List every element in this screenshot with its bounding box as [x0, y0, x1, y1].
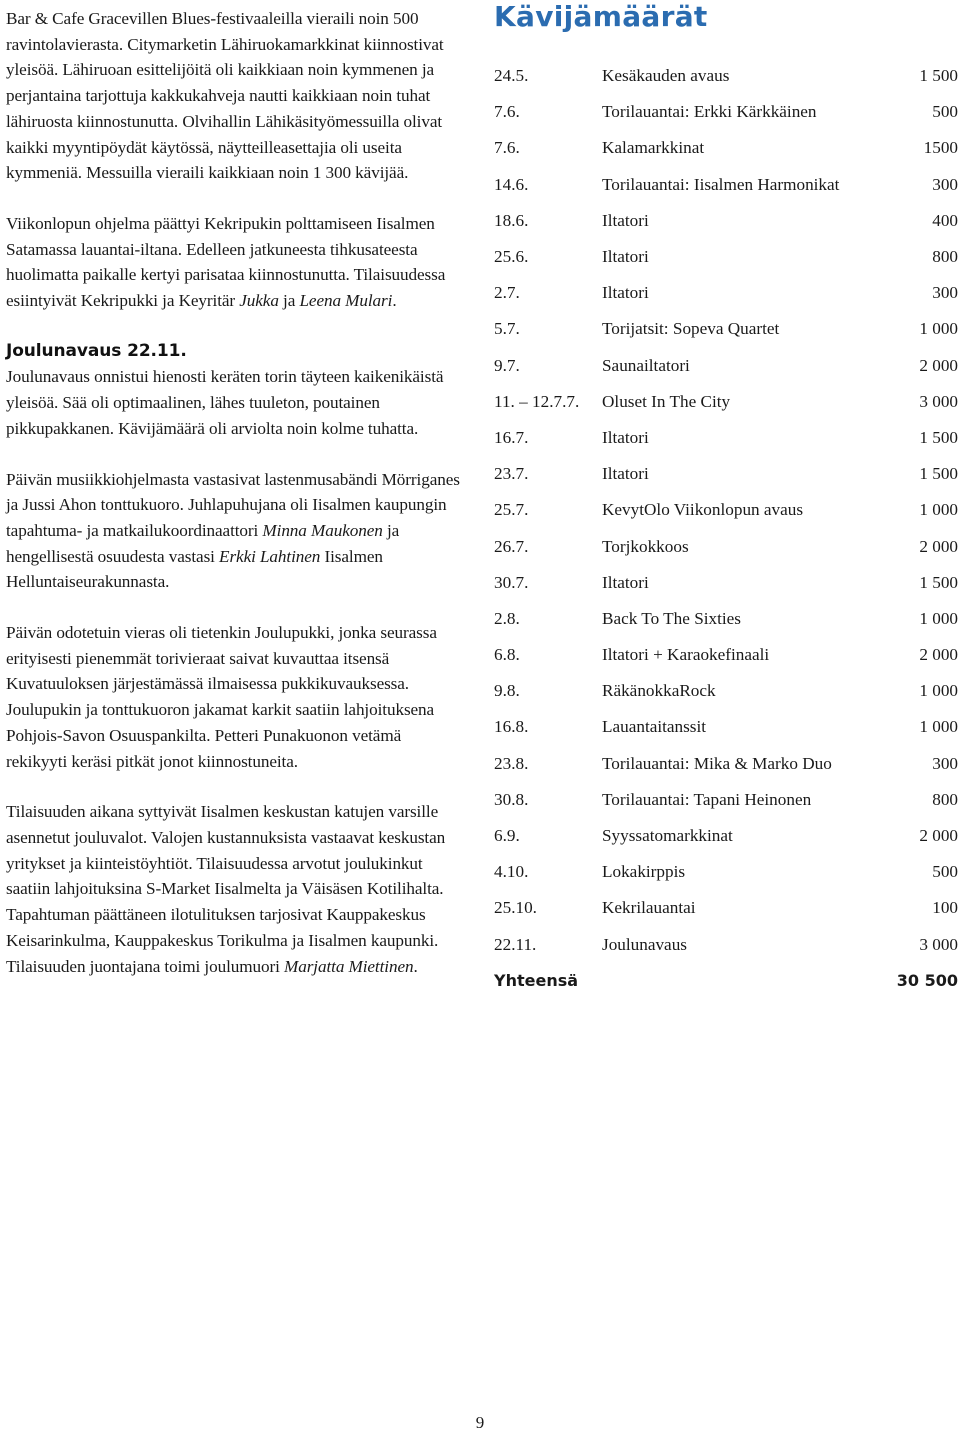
row-event: Kekrilauantai [602, 898, 696, 918]
row-count: 1 500 [919, 464, 958, 484]
row-event: Joulunavaus [602, 934, 687, 954]
total-value: 30 500 [896, 971, 958, 991]
row-date: 30.7. [494, 572, 529, 592]
visitor-table [494, 58, 958, 999]
row-date: 23.7. [494, 464, 529, 484]
row-event: Iltatori [602, 464, 649, 484]
table-row [494, 565, 958, 601]
row-date: 2.8. [494, 608, 520, 628]
article-column [6, 6, 464, 1004]
row-date: 24.5. [494, 66, 529, 86]
table-row [494, 709, 958, 745]
row-date: 23.8. [494, 753, 529, 773]
row-event: Syyssatomarkkinat [602, 826, 733, 846]
row-count: 800 [932, 247, 958, 267]
paragraph-program [6, 467, 464, 596]
table-row [494, 890, 958, 926]
table-row [494, 492, 958, 528]
row-event: RäkänokkaRock [602, 681, 716, 701]
paragraph-joulunavaus: Joulunavaus onnistui hienosti keräten torin täyteen kaikenikäistä yleisöä. Sää oli optimaalinen, lähes tuuleton, poutainen pikkupakkanen. Kävijämäärä oli arviolta noin kolme tuhatta. [6, 367, 444, 438]
row-date: 26.7. [494, 536, 529, 556]
row-date: 6.9. [494, 826, 520, 846]
punctuation: . [413, 956, 418, 976]
table-row [494, 239, 958, 275]
paragraph-lights [6, 799, 464, 979]
row-event: KevytOlo Viikonlopun avaus [602, 500, 804, 520]
paragraph-text: Tilaisuuden aikana syttyivät Iisalmen keskustan katujen varsille asennetut jouluvalot. Valojen kustannuksista vastaavat keskustan yritykset ja kiinteistöyhtiöt. Tilaisuudessa arvotut joulukinkut saatiin lahjoituksina S-Market Iisalmelta ja Väisäsen Kotilihalta. Tapahtuman päättäneen ilotulituksen tarjosivat Kauppakeskus Keisarinkulma, Kauppakeskus Torikulma ja Iisalmen kaupunki. Tilaisuuden juontajana toimi joulumuori [6, 802, 446, 976]
table-row [494, 348, 958, 384]
table-row [494, 528, 958, 564]
table-row [494, 58, 958, 94]
row-count: 2 000 [919, 355, 958, 375]
conjunction: ja [283, 291, 296, 311]
row-date: 25.10. [494, 898, 537, 918]
section-heading: Joulunavaus 22.11. [6, 340, 187, 361]
person-name: Erkki Lahtinen [219, 546, 321, 566]
row-event: Iltatori [602, 210, 649, 230]
row-event: Torilauantai: Mika & Marko Duo [602, 753, 832, 773]
row-count: 1 000 [919, 500, 958, 520]
row-count: 300 [932, 753, 958, 773]
row-date: 7.6. [494, 102, 520, 122]
row-count: 1 000 [919, 717, 958, 737]
table-row [494, 167, 958, 203]
row-count: 300 [932, 283, 958, 303]
page-number: 9 [475, 1413, 485, 1432]
row-date: 6.8. [494, 645, 520, 665]
table-row [494, 601, 958, 637]
row-count: 300 [932, 174, 958, 194]
row-date: 11. – 12.7.7. [494, 391, 580, 411]
table-row [494, 927, 958, 963]
paragraph-text: Iisalmen Helluntaiseurakunnasta. [6, 546, 383, 592]
row-event: Torjkokkoos [602, 536, 689, 556]
row-count: 1 000 [919, 681, 958, 701]
row-count: 2 000 [919, 826, 958, 846]
table-row [494, 854, 958, 890]
paragraph-joulupukki: Päivän odotetuin vieras oli tietenkin Joulupukki, jonka seurassa erityisesti pienemmät torivieraat saivat kuvauttaa itsensä Kuvatuuloksen järjestämässä ilmaisessa pukkikuvauksessa. Joulupukin ja tonttukuoron jakamat karkit saatiin lahjoituksena Pohjois-Savon Osuuspankilta. Petteri Punakuonon vetämä rekikyyti keräsi pitkät jonot kiinnostuneita. [6, 623, 437, 771]
row-event: Lokakirppis [602, 862, 686, 882]
total-label: Yhteensä [494, 971, 579, 991]
total-row [494, 963, 958, 999]
person-name: Jukka [239, 291, 279, 311]
row-count: 2 000 [919, 645, 958, 665]
row-date: 25.7. [494, 500, 529, 520]
table-row [494, 782, 958, 818]
row-event: Lauantaitanssit [602, 717, 707, 737]
row-count: 2 000 [919, 536, 958, 556]
row-date: 9.8. [494, 681, 520, 701]
table-row [494, 130, 958, 166]
row-count: 400 [932, 210, 958, 230]
row-date: 7.6. [494, 138, 520, 158]
table-row [494, 384, 958, 420]
row-date: 5.7. [494, 319, 520, 339]
paragraph-kekripukki [6, 211, 464, 314]
row-count: 800 [932, 789, 958, 809]
table-row [494, 311, 958, 347]
table-row [494, 420, 958, 456]
table-row [494, 746, 958, 782]
person-name: Leena Mulari [299, 291, 393, 311]
row-event: Iltatori [602, 572, 649, 592]
row-event: Kalamarkkinat [602, 138, 705, 158]
row-count: 1 500 [919, 66, 958, 86]
row-event: Torilauantai: Erkki Kärkkäinen [602, 102, 817, 122]
paragraph-text: Päivän musiikkiohjelmasta vastasivat lastenmusabändi Mörriganes ja Jussi Ahon tonttukuoro. Juhlapuhujana oli Iisalmen kaupungin tapahtuma- ja matkailukoordinaattori [6, 469, 460, 540]
person-name: Minna Maukonen [262, 520, 383, 540]
paragraph-text: Viikonlopun ohjelma päättyi Kekripukin polttamiseen Iisalmen Satamassa lauantai-iltana. Edelleen jatkuneesta tihkusateesta huolimatta paikalle kertyi parisataa kiinnostunutta. Tilaisuudessa esiintyivät Kekripukki ja Keyritär [6, 213, 446, 311]
punctuation: . [392, 291, 397, 311]
row-date: 9.7. [494, 355, 520, 375]
row-date: 22.11. [494, 934, 537, 954]
row-date: 2.7. [494, 283, 520, 303]
row-count: 500 [932, 102, 958, 122]
row-event: Iltatori [602, 247, 649, 267]
table-row [494, 818, 958, 854]
row-count: 1 500 [919, 427, 958, 447]
table-row [494, 203, 958, 239]
row-event: Torilauantai: Tapani Heinonen [602, 789, 812, 809]
person-name: Marjatta Miettinen [284, 956, 414, 976]
row-count: 3 000 [919, 391, 958, 411]
row-count: 1 500 [919, 572, 958, 592]
row-date: 4.10. [494, 862, 529, 882]
row-event: Oluset In The City [602, 391, 731, 411]
table-row [494, 94, 958, 130]
row-event: Iltatori + Karaokefinaali [602, 645, 770, 665]
row-event: Saunailtatori [602, 355, 690, 375]
row-date: 30.8. [494, 789, 529, 809]
row-count: 3 000 [919, 934, 958, 954]
visitor-stats [494, 0, 958, 991]
row-count: 500 [932, 862, 958, 882]
row-event: Kesäkauden avaus [602, 66, 730, 86]
row-count: 1 000 [919, 608, 958, 628]
visitor-table-body [494, 58, 958, 963]
table-row [494, 673, 958, 709]
row-date: 14.6. [494, 174, 529, 194]
table-row [494, 637, 958, 673]
row-event: Torijatsit: Sopeva Quartet [602, 319, 780, 339]
row-event: Torilauantai: Iisalmen Harmonikat [602, 174, 840, 194]
row-date: 16.8. [494, 717, 529, 737]
row-count: 1 000 [919, 319, 958, 339]
row-event: Iltatori [602, 427, 649, 447]
row-event: Iltatori [602, 283, 649, 303]
table-row [494, 275, 958, 311]
row-count: 100 [932, 898, 958, 918]
section-title: Kävijämäärät [494, 0, 708, 33]
row-count: 1500 [923, 138, 958, 158]
paragraph-text: ja hengellisestä osuudesta vastasi [6, 520, 400, 566]
row-event: Back To The Sixties [602, 608, 741, 628]
row-date: 16.7. [494, 427, 529, 447]
table-row [494, 456, 958, 492]
row-date: 25.6. [494, 247, 529, 267]
row-date: 18.6. [494, 210, 529, 230]
paragraph-festival: Bar & Cafe Gracevillen Blues-festivaaleilla vieraili noin 500 ravintolavierasta. Citymarketin Lähiruokamarkkinat kiinnostivat yleisöä. Lähiruoan esittelijöitä oli kaikkiaan noin kymmenen ja perjantaina tarjottuja kakkukahveja nautti kaikkiaan noin tuhat lähiruosta kiinnostunutta. Olvihallin Lähikäsityömessuilla olivat kaikki myyntipöydät käytössä, näytteilleasettajia oli useita kymmeniä. Messuilla vieraili kaikkiaan noin 1 300 kävijää. [6, 9, 444, 183]
